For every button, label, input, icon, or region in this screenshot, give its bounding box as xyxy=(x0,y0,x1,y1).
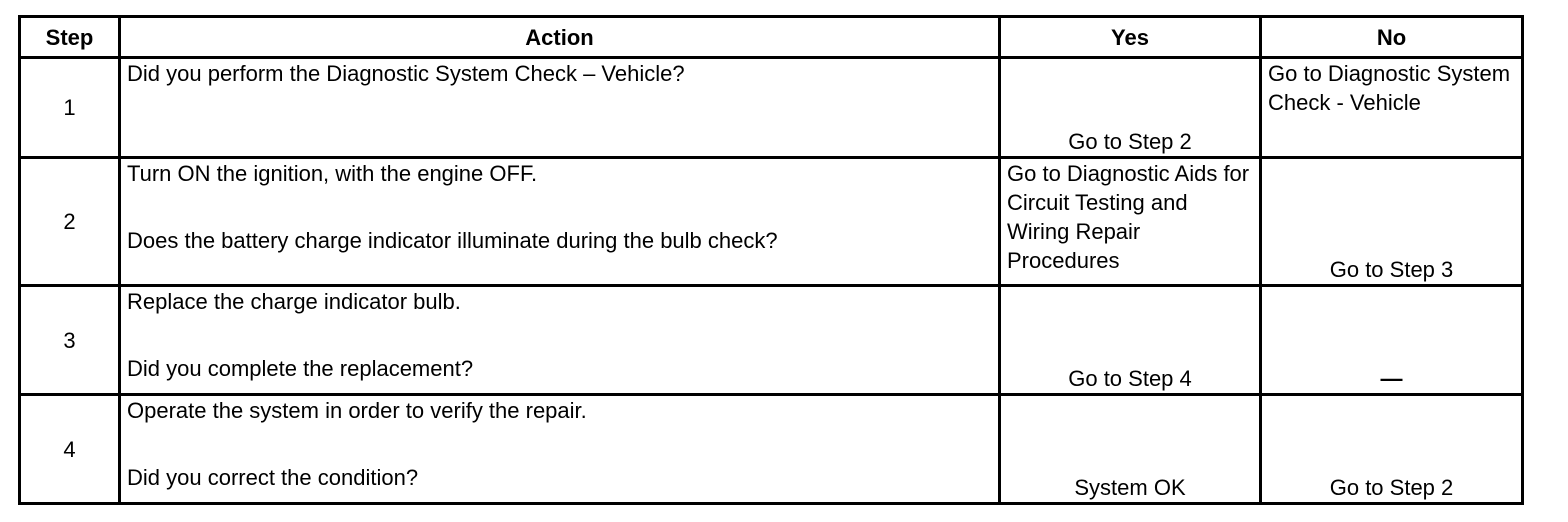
action-text: Replace the charge indicator bulb. xyxy=(127,289,461,314)
action-question: Did you complete the replacement? xyxy=(127,356,474,381)
action-cell xyxy=(120,58,1000,158)
table-row xyxy=(20,58,1523,158)
header-no: No xyxy=(1261,17,1523,58)
action-question: Does the battery charge indicator illuminate during the bulb check? xyxy=(127,228,778,253)
yes-cell: Go to Diagnostic Aids for Circuit Testing and Wiring Repair Procedures xyxy=(1000,158,1261,286)
action-text: Did you perform the Diagnostic System Check – Vehicle? xyxy=(127,61,685,86)
header-step: Step xyxy=(20,17,120,58)
table-row xyxy=(20,395,1523,504)
yes-cell: Go to Step 2 xyxy=(1000,58,1261,158)
yes-cell: Go to Step 4 xyxy=(1000,286,1261,395)
no-cell: Go to Step 2 xyxy=(1261,395,1523,504)
no-cell xyxy=(1261,286,1523,395)
step-number: 3 xyxy=(20,286,120,395)
header-row xyxy=(20,17,1523,58)
diagnostic-table xyxy=(18,15,1524,505)
step-number: 1 xyxy=(20,58,120,158)
action-text: Turn ON the ignition, with the engine OFF. xyxy=(127,161,538,186)
action-question: Did you correct the condition? xyxy=(127,465,419,490)
table-row xyxy=(20,158,1523,286)
no-dash-text: — xyxy=(1380,366,1403,391)
no-cell: Go to Step 3 xyxy=(1261,158,1523,286)
action-text: Operate the system in order to verify the repair. xyxy=(127,398,587,423)
step-number: 4 xyxy=(20,395,120,504)
action-cell xyxy=(120,395,1000,504)
header-yes: Yes xyxy=(1000,17,1261,58)
yes-cell: System OK xyxy=(1000,395,1261,504)
action-cell xyxy=(120,158,1000,286)
action-cell xyxy=(120,286,1000,395)
step-number: 2 xyxy=(20,158,120,286)
header-action: Action xyxy=(120,17,1000,58)
no-cell: Go to Diagnostic System Check - Vehicle xyxy=(1261,58,1523,158)
table-row xyxy=(20,286,1523,395)
